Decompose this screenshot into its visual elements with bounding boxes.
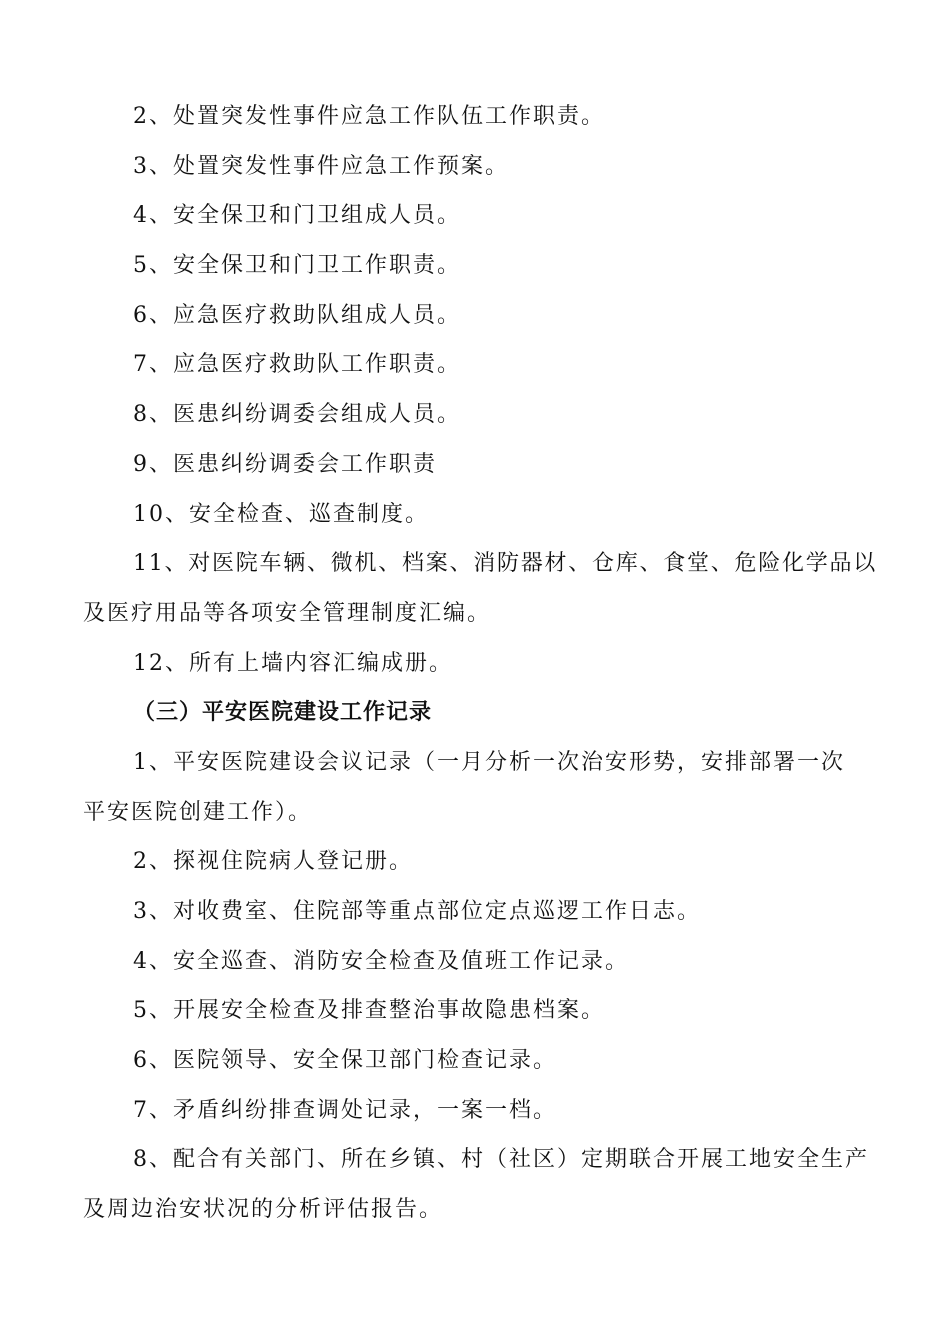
section-heading: （三）平安医院建设工作记录 [133, 700, 433, 725]
list-item: 3、处置突发性事件应急工作预案。 [133, 154, 509, 179]
list-item-continuation: 平安医院创建工作）。 [83, 800, 313, 825]
list-item: 11、对医院车辆、微机、档案、消防器材、仓库、食堂、危险化学品以 [133, 551, 877, 576]
list-item: 7、应急医疗救助队工作职责。 [133, 352, 461, 377]
list-item: 6、应急医疗救助队组成人员。 [133, 303, 461, 328]
list-item: 3、对收费室、住院部等重点部位定点巡逻工作日志。 [133, 899, 701, 924]
list-item-continuation: 及医疗用品等各项安全管理制度汇编。 [83, 601, 492, 626]
list-item: 4、安全巡查、消防安全检查及值班工作记录。 [133, 949, 629, 974]
list-item: 2、处置突发性事件应急工作队伍工作职责。 [133, 104, 605, 129]
list-item: 5、开展安全检查及排查整治事故隐患档案。 [133, 998, 605, 1023]
list-item: 5、安全保卫和门卫工作职责。 [133, 253, 461, 278]
list-item: 1、平安医院建设会议记录（一月分析一次治安形势，安排部署一次 [133, 750, 845, 775]
list-item: 8、配合有关部门、所在乡镇、村（社区）定期联合开展工地安全生产 [133, 1147, 869, 1172]
list-item: 12、所有上墙内容汇编成册。 [133, 651, 453, 676]
list-item: 10、安全检查、巡查制度。 [133, 502, 429, 527]
list-item: 7、矛盾纠纷排查调处记录，一案一档。 [133, 1098, 557, 1123]
list-item: 8、医患纠纷调委会组成人员。 [133, 402, 461, 427]
list-item: 9、医患纠纷调委会工作职责 [133, 452, 437, 477]
list-item: 6、医院领导、安全保卫部门检查记录。 [133, 1048, 557, 1073]
list-item: 4、安全保卫和门卫组成人员。 [133, 203, 461, 228]
list-item: 2、探视住院病人登记册。 [133, 849, 413, 874]
list-item-continuation: 及周边治安状况的分析评估报告。 [83, 1197, 444, 1222]
